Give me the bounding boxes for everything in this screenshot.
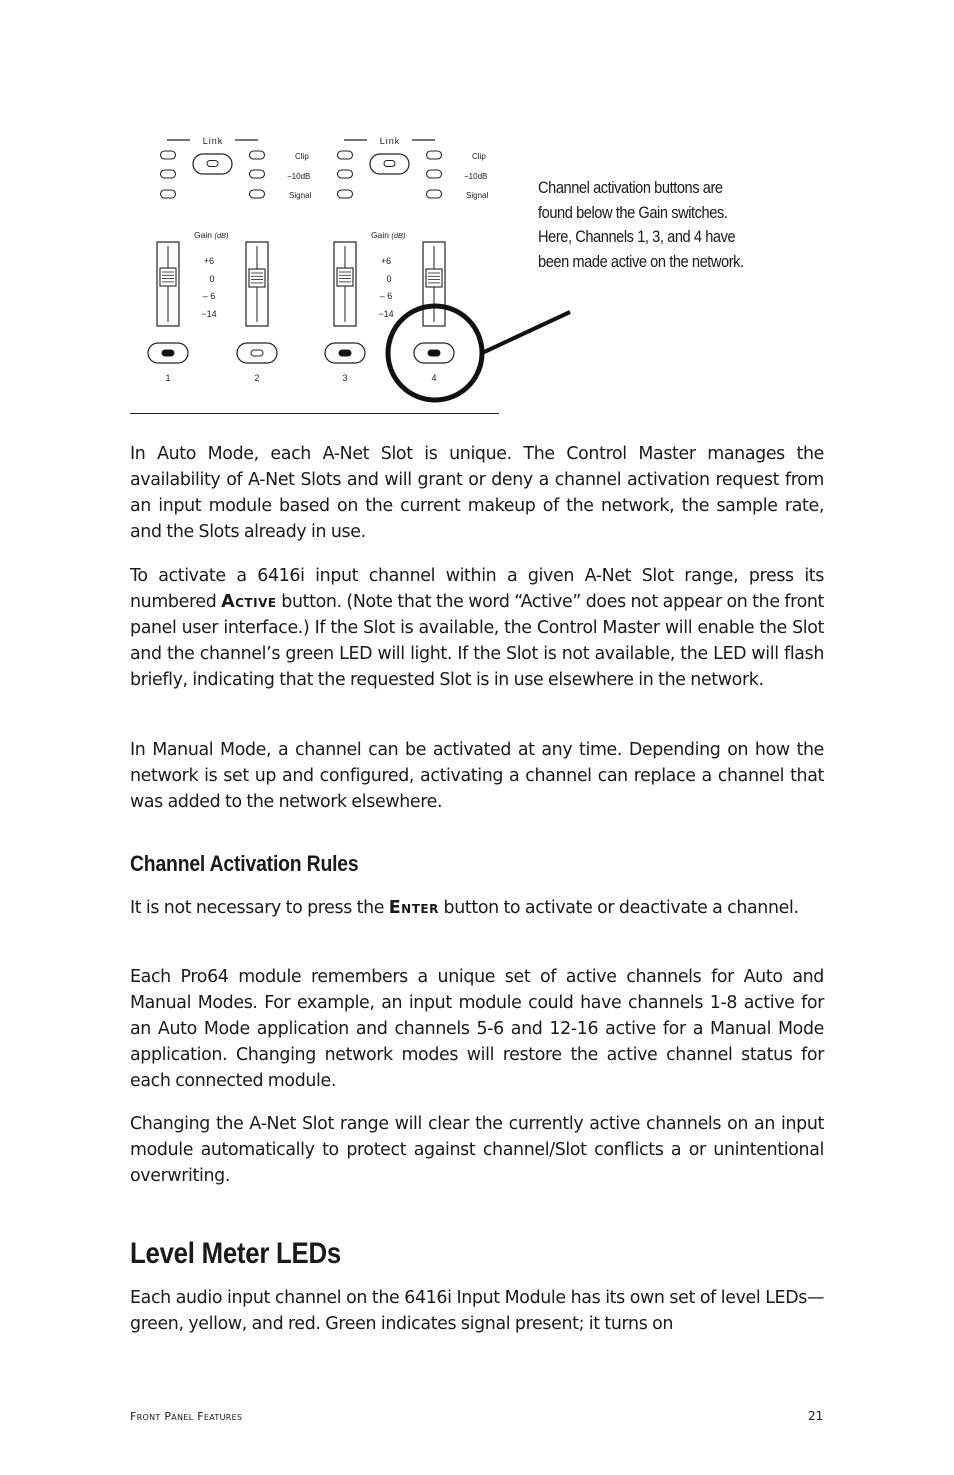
- active-led-ch2: [251, 350, 263, 356]
- signal-label-2: Signal: [466, 191, 489, 200]
- gain-fader-knob-ch4[interactable]: [426, 269, 442, 287]
- gain-scale-1: [201, 256, 216, 319]
- level-led-ch2-1: [250, 151, 265, 159]
- link-label-2: Link: [379, 136, 401, 146]
- gain-label-1: Gain (dB): [194, 230, 229, 240]
- link-led-1: [207, 161, 218, 167]
- paragraph-auto-mode: In Auto Mode, each A-Net Slot is unique. The Control Master manages the availability of A-Net Slots and will grant or deny a channel activation request from an input module based on the current makeup of the network, the sample rate, and the Slots already in use.: [130, 444, 824, 542]
- svg-text:+6: +6: [380, 256, 392, 266]
- figure-caption: Channel activation buttons are found below the Gain switches. Here, Channels 1, 3, and 4 have been made active on the network.: [538, 178, 744, 271]
- level-led-ch3-1: [338, 151, 353, 159]
- gain-scale-2: [378, 256, 393, 319]
- active-key-label: Active: [221, 592, 277, 612]
- gain-label-2: Gain (dB): [371, 230, 406, 240]
- paragraph-manual-mode: In Manual Mode, a channel can be activated at any time. Depending on how the network is set up and configured, activating a channel can replace a channel that was added to the network elsewhere.: [130, 740, 824, 812]
- svg-text:−14: −14: [378, 309, 394, 319]
- level-led-ch3-3: [338, 190, 353, 198]
- level-led-ch2-3: [250, 190, 265, 198]
- paragraph-activate-channel: To activate a 6416i input channel within a given A-Net Slot range, press its numbered Active button. (Note that the word “Active” does not appear on the front panel user interface.) If the Slot is available, the Control Master will enable the Slot and the channel’s green LED will light. If the Slot is not available, the LED will flash briefly, indicating that the requested Slot is in use elsewhere in the network.: [130, 566, 825, 690]
- paragraph-pro64-memory: Each Pro64 module remembers a unique set of active channels for Auto and Manual Modes. For example, an input module could have channels 1-8 active for an Auto Mode application and channels 5-6 and 12-16 active for a Manual Mode application. Changing network modes will restore the active channel status for each connected module.: [130, 967, 824, 1091]
- channel-number-3: 3: [342, 373, 348, 383]
- minus10db-label-1: −10dB: [287, 172, 311, 181]
- level-led-ch4-2: [427, 170, 442, 178]
- channel-number-2: 2: [254, 373, 260, 383]
- active-led-ch4: [428, 350, 440, 356]
- svg-text:– 6: – 6: [379, 291, 393, 301]
- level-led-ch1-2: [161, 170, 176, 178]
- gain-fader-knob-ch3[interactable]: [337, 268, 353, 286]
- level-led-ch2-2: [250, 170, 265, 178]
- channel-number-1: 1: [165, 373, 171, 383]
- svg-text:– 6: – 6: [202, 291, 216, 301]
- clip-label-1: Clip: [295, 152, 309, 161]
- link-led-2: [384, 161, 395, 167]
- callout-pointer-line: [482, 312, 570, 353]
- gain-fader-knob-ch1[interactable]: [160, 268, 176, 286]
- heading-level-meter-leds: Level Meter LEDs: [130, 1237, 341, 1270]
- level-led-ch4-3: [427, 190, 442, 198]
- channel-number-4: 4: [431, 373, 437, 383]
- paragraph-level-leds: Each audio input channel on the 6416i Input Module has its own set of level LEDs—green, yellow, and red. Green indicates signal present; it turns on: [130, 1288, 824, 1334]
- gain-fader-knob-ch2[interactable]: [249, 269, 265, 287]
- active-led-ch3: [339, 350, 351, 356]
- link-label-1: Link: [202, 136, 224, 146]
- level-led-ch3-2: [338, 170, 353, 178]
- signal-label-1: Signal: [289, 191, 312, 200]
- footer-page-number: 21: [808, 1409, 824, 1423]
- active-led-ch1: [162, 350, 174, 356]
- paragraph-slot-range: Changing the A-Net Slot range will clear the currently active channels on an input module automatically to protect against channel/Slot conflicts a or unintentional overwriting.: [130, 1114, 824, 1186]
- svg-text:−14: −14: [201, 309, 217, 319]
- enter-key-label: Enter: [388, 898, 439, 918]
- level-led-ch1-3: [161, 190, 176, 198]
- footer-section-title: Front Panel Features: [130, 1410, 243, 1423]
- heading-channel-activation-rules: Channel Activation Rules: [130, 851, 359, 876]
- clip-label-2: Clip: [472, 152, 486, 161]
- svg-text:0: 0: [386, 274, 392, 284]
- level-led-ch4-1: [427, 151, 442, 159]
- level-led-ch1-1: [161, 151, 176, 159]
- minus10db-label-2: −10dB: [464, 172, 488, 181]
- svg-text:+6: +6: [203, 256, 215, 266]
- paragraph-enter-not-needed: It is not necessary to press the Enter button to activate or deactivate a channel.: [130, 898, 799, 918]
- figure-rule: [130, 413, 499, 414]
- svg-text:0: 0: [209, 274, 215, 284]
